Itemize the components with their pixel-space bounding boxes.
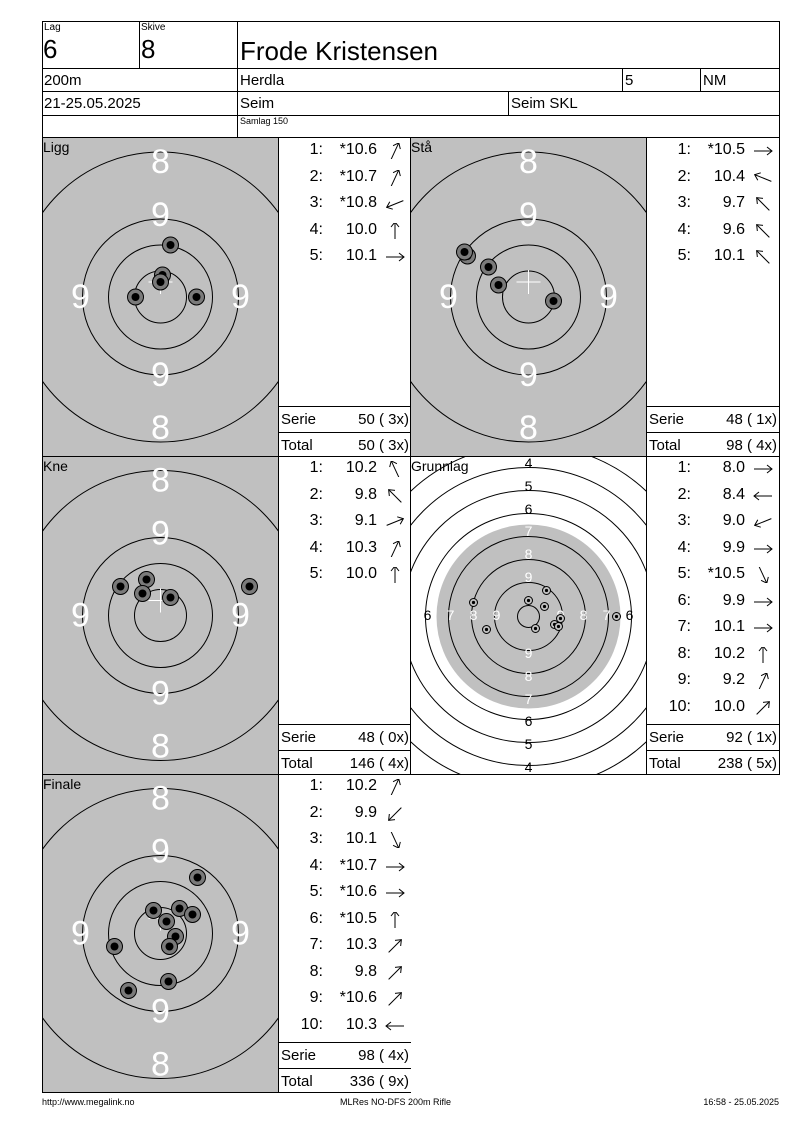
ring-label: 9 xyxy=(151,992,170,1031)
shot-row xyxy=(279,963,409,983)
direction-arrow-icon xyxy=(751,541,775,557)
footer-timestamp: 16:58 - 25.05.2025 xyxy=(703,1097,779,1107)
ring-label: 9 xyxy=(492,607,501,624)
ring-label: 9 xyxy=(71,277,90,316)
shot-number: 5: xyxy=(309,883,323,900)
ring-label: 9 xyxy=(524,645,533,662)
ring-label: 9 xyxy=(519,355,538,394)
total-row-value: 98 ( 4x) xyxy=(726,437,777,454)
shot-value: *10.5 xyxy=(339,909,377,927)
ring-label: 6 xyxy=(625,607,634,624)
total-row-label: Total xyxy=(649,755,681,772)
target-main xyxy=(43,138,278,456)
ring-label: 8 xyxy=(151,727,170,766)
ring-label: 4 xyxy=(524,759,533,774)
ring-label: 9 xyxy=(71,914,90,953)
serie-row-label: Serie xyxy=(281,411,317,428)
shot-row xyxy=(279,512,409,532)
shot-number: 8: xyxy=(309,962,323,980)
shot-value: 10.2 xyxy=(713,644,745,662)
shot-value: *10.5 xyxy=(707,141,745,158)
ring-label: 8 xyxy=(151,461,170,500)
shot-number: 9: xyxy=(677,671,691,688)
direction-arrow-icon xyxy=(383,938,407,954)
shot-value: 10.1 xyxy=(345,830,377,847)
direction-arrow-icon xyxy=(383,514,407,530)
total-row xyxy=(279,432,411,457)
shot-hole-center xyxy=(527,599,530,602)
ring-label: 9 xyxy=(151,355,170,394)
direction-arrow-icon xyxy=(383,779,407,795)
shot-number: 8: xyxy=(677,644,691,662)
shot-value: 10.0 xyxy=(345,220,377,238)
shot-value: 9.6 xyxy=(722,220,745,238)
direction-arrow-icon xyxy=(383,567,407,583)
shot-value: 10.1 xyxy=(345,247,377,264)
direction-arrow-icon xyxy=(383,885,407,901)
shot-row xyxy=(279,989,409,1009)
ring-label: 7 xyxy=(602,607,611,624)
footer-url[interactable]: http://www.megalink.no xyxy=(42,1097,135,1107)
direction-arrow-icon xyxy=(751,461,775,477)
ring-label: 9 xyxy=(524,569,533,586)
club-full: Seim SKL xyxy=(511,95,578,112)
shot-row xyxy=(647,141,777,161)
shot-hole-center xyxy=(246,583,254,591)
shot-hole-center xyxy=(157,278,165,286)
direction-arrow-icon xyxy=(751,249,775,265)
shot-hole-center xyxy=(543,605,546,608)
direction-arrow-icon xyxy=(751,196,775,212)
ring-label: 8 xyxy=(151,1045,170,1084)
shot-row xyxy=(279,539,409,559)
ring-label: 9 xyxy=(599,277,618,316)
shot-number: 4: xyxy=(309,538,323,556)
ring-label: 9 xyxy=(231,277,250,316)
shot-number: 4: xyxy=(309,220,323,238)
direction-arrow-icon xyxy=(751,647,775,663)
shot-number: 2: xyxy=(309,167,323,185)
panel-title: Kne xyxy=(43,458,68,474)
shot-row xyxy=(279,194,409,214)
ring-label: 8 xyxy=(519,142,538,181)
shot-hole-center xyxy=(165,978,173,986)
footer-software: MLRes NO-DFS 200m Rifle xyxy=(340,1097,452,1107)
ring-label: 8 xyxy=(524,546,533,563)
shot-value: 9.8 xyxy=(354,962,377,980)
total-row-label: Total xyxy=(281,1073,313,1090)
ring-label: 7 xyxy=(446,607,455,624)
total-row-value: 50 ( 3x) xyxy=(358,437,409,454)
direction-arrow-icon xyxy=(383,196,407,212)
direction-arrow-icon xyxy=(383,991,407,1007)
shot-value: 8.0 xyxy=(722,459,745,476)
ring-label: 7 xyxy=(524,691,533,708)
serie-row xyxy=(647,724,779,749)
shot-number: 3: xyxy=(309,512,323,529)
direction-arrow-icon xyxy=(383,1018,407,1034)
shot-hole-center xyxy=(132,293,140,301)
serie-row-label: Serie xyxy=(281,1047,317,1064)
serie-row-value: 92 ( 1x) xyxy=(726,729,777,746)
total-row xyxy=(647,432,779,457)
serie-row-value: 48 ( 1x) xyxy=(726,411,777,428)
panel-title: Finale xyxy=(43,776,82,792)
shot-value: *10.7 xyxy=(339,856,377,874)
direction-arrow-icon xyxy=(751,594,775,610)
shot-hole-center xyxy=(545,589,548,592)
shot-number: 3: xyxy=(309,194,323,211)
total-row xyxy=(279,750,411,775)
shot-row xyxy=(647,194,777,214)
direction-arrow-icon xyxy=(383,461,407,477)
shot-number: 4: xyxy=(309,856,323,874)
shot-row xyxy=(279,804,409,824)
shot-value: 10.3 xyxy=(345,936,377,953)
ring-label: 9 xyxy=(151,832,170,871)
shot-value: 9.9 xyxy=(354,803,377,821)
ring-label: 8 xyxy=(151,779,170,818)
shot-hole-center xyxy=(461,248,469,256)
shot-hole-center xyxy=(557,625,560,628)
shot-hole-center xyxy=(559,617,562,620)
target-main xyxy=(43,457,278,774)
shot-row xyxy=(279,883,409,903)
shot-hole-center xyxy=(143,576,151,584)
lag-value: 6 xyxy=(43,34,58,64)
shot-number: 1: xyxy=(309,777,323,794)
shot-row xyxy=(279,936,409,956)
shot-value: *10.5 xyxy=(707,565,745,582)
shot-row xyxy=(279,1016,409,1036)
shot-number: 10: xyxy=(300,1015,323,1033)
shot-row xyxy=(279,247,409,267)
direction-arrow-icon xyxy=(383,806,407,822)
shot-number: 2: xyxy=(309,485,323,503)
direction-arrow-icon xyxy=(383,541,407,557)
shot-number: 5: xyxy=(309,247,323,264)
class-number: 5 xyxy=(625,72,634,89)
shot-value: *10.6 xyxy=(339,883,377,900)
shot-value: 9.9 xyxy=(722,591,745,609)
ring-label: 6 xyxy=(423,607,432,624)
ring-label: 7 xyxy=(524,523,533,540)
serie-row xyxy=(279,406,411,431)
shot-value: 10.3 xyxy=(345,538,377,556)
target-grunnlag xyxy=(411,457,646,774)
shot-value: 10.3 xyxy=(345,1015,377,1033)
ring-label: 8 xyxy=(524,668,533,685)
shot-number: 1: xyxy=(309,141,323,158)
shot-row xyxy=(279,910,409,930)
target-main xyxy=(411,138,646,456)
shot-value: 9.2 xyxy=(722,671,745,688)
shot-row xyxy=(647,486,777,506)
panel-title: Grunnlag xyxy=(411,458,469,474)
shot-row xyxy=(279,168,409,188)
shot-number: 3: xyxy=(309,830,323,847)
skive-label: Skive xyxy=(141,22,166,33)
distance: 200m xyxy=(44,72,82,89)
direction-arrow-icon xyxy=(383,832,407,848)
direction-arrow-icon xyxy=(751,488,775,504)
shot-value: *10.6 xyxy=(339,989,377,1006)
shot-hole-center xyxy=(615,615,618,618)
direction-arrow-icon xyxy=(383,488,407,504)
target-main xyxy=(43,775,278,1092)
shot-hole-center xyxy=(194,874,202,882)
shot-row xyxy=(279,486,409,506)
serie-row-label: Serie xyxy=(281,729,317,746)
shot-row xyxy=(647,565,777,585)
ring-label: 8 xyxy=(151,142,170,181)
serie-row-value: 48 ( 0x) xyxy=(358,729,409,746)
shot-hole-center xyxy=(167,594,175,602)
shot-number: 9: xyxy=(309,989,323,1006)
total-row-label: Total xyxy=(649,437,681,454)
ring-label: 9 xyxy=(231,596,250,635)
shot-value: 9.8 xyxy=(354,485,377,503)
shot-hole-center xyxy=(150,907,158,915)
serie-row-value: 50 ( 3x) xyxy=(358,411,409,428)
shot-value: *10.8 xyxy=(339,194,377,211)
date: 21-25.05.2025 xyxy=(44,95,141,112)
shot-value: 9.0 xyxy=(722,512,745,529)
shot-value: 10.0 xyxy=(713,697,745,715)
direction-arrow-icon xyxy=(751,514,775,530)
direction-arrow-icon xyxy=(383,859,407,875)
ring-label: 9 xyxy=(231,914,250,953)
shot-row xyxy=(279,221,409,241)
shot-value: 8.4 xyxy=(722,485,745,503)
shot-number: 7: xyxy=(309,936,323,953)
competition-code: NM xyxy=(703,72,727,89)
shot-hole-center xyxy=(111,943,119,951)
shot-number: 1: xyxy=(309,459,323,476)
direction-arrow-icon xyxy=(751,143,775,159)
shot-row xyxy=(647,698,777,718)
shot-hole-center xyxy=(193,293,201,301)
total-row-label: Total xyxy=(281,755,313,772)
shot-number: 4: xyxy=(677,538,691,556)
shot-row xyxy=(279,459,409,479)
shot-value: 9.1 xyxy=(354,512,377,529)
direction-arrow-icon xyxy=(751,170,775,186)
panel-title: Ligg xyxy=(43,139,70,155)
serie-row-label: Serie xyxy=(649,411,685,428)
shot-row xyxy=(647,671,777,691)
ring-label: 8 xyxy=(579,607,588,624)
shot-number: 6: xyxy=(677,591,691,609)
direction-arrow-icon xyxy=(751,620,775,636)
shot-hole-center xyxy=(534,627,537,630)
shot-hole-center xyxy=(485,263,493,271)
shot-number: 2: xyxy=(309,803,323,821)
shot-row xyxy=(647,247,777,267)
direction-arrow-icon xyxy=(751,567,775,583)
ring-label: 9 xyxy=(519,195,538,234)
direction-arrow-icon xyxy=(751,700,775,716)
serie-row xyxy=(279,724,411,749)
ring-label: 6 xyxy=(524,501,533,518)
total-row xyxy=(279,1068,411,1093)
ring-label: 9 xyxy=(439,277,458,316)
shot-row xyxy=(647,512,777,532)
shooter-name: Frode Kristensen xyxy=(240,36,438,66)
ring-label: 8 xyxy=(469,607,478,624)
serie-row-value: 98 ( 4x) xyxy=(358,1047,409,1064)
shot-hole-center xyxy=(550,297,558,305)
ring-label: 6 xyxy=(524,713,533,730)
shot-value: *10.6 xyxy=(339,141,377,158)
direction-arrow-icon xyxy=(751,673,775,689)
ring-label: 5 xyxy=(524,736,533,753)
shot-number: 6: xyxy=(309,909,323,927)
total-row-value: 336 ( 9x) xyxy=(349,1073,409,1090)
direction-arrow-icon xyxy=(383,143,407,159)
shot-value: 10.1 xyxy=(713,247,745,264)
direction-arrow-icon xyxy=(751,223,775,239)
shot-number: 3: xyxy=(677,194,691,211)
shot-hole-center xyxy=(495,281,503,289)
shot-number: 4: xyxy=(677,220,691,238)
direction-arrow-icon xyxy=(383,912,407,928)
shot-hole-center xyxy=(189,911,197,919)
shot-hole-center xyxy=(117,583,125,591)
shot-row xyxy=(279,777,409,797)
shot-hole-center xyxy=(125,987,133,995)
shot-row xyxy=(279,857,409,877)
shot-value: 9.9 xyxy=(722,538,745,556)
samlag: Samlag 150 xyxy=(240,116,289,126)
shot-value: 10.2 xyxy=(345,777,377,794)
shot-row xyxy=(279,565,409,585)
direction-arrow-icon xyxy=(383,223,407,239)
ring-label: 4 xyxy=(524,457,533,472)
shot-hole-center xyxy=(167,241,175,249)
shot-row xyxy=(647,645,777,665)
serie-row xyxy=(647,406,779,431)
club: Seim xyxy=(240,95,275,112)
panel-title: Stå xyxy=(411,139,433,155)
shot-number: 5: xyxy=(677,565,691,582)
total-row-value: 238 ( 5x) xyxy=(717,755,777,772)
ring-label: 9 xyxy=(151,195,170,234)
shot-row xyxy=(647,592,777,612)
shot-number: 5: xyxy=(677,247,691,264)
ring-label: 8 xyxy=(519,408,538,447)
shot-hole-center xyxy=(163,918,171,926)
shot-hole-center xyxy=(176,905,184,913)
shot-hole-center xyxy=(139,590,147,598)
direction-arrow-icon xyxy=(383,170,407,186)
shot-value: 10.0 xyxy=(345,565,377,582)
shot-hole-center xyxy=(166,943,174,951)
shot-value: 10.4 xyxy=(713,167,745,185)
serie-row xyxy=(279,1042,411,1067)
total-row-label: Total xyxy=(281,437,313,454)
shot-row xyxy=(279,830,409,850)
lag-label: Lag xyxy=(44,22,61,33)
shot-number: 1: xyxy=(677,459,691,476)
direction-arrow-icon xyxy=(383,249,407,265)
shot-number: 2: xyxy=(677,167,691,185)
shot-row xyxy=(647,168,777,188)
shot-number: 3: xyxy=(677,512,691,529)
shot-number: 2: xyxy=(677,485,691,503)
shot-row xyxy=(647,459,777,479)
shot-number: 10: xyxy=(668,697,691,715)
ring-label: 9 xyxy=(151,674,170,713)
shot-row xyxy=(647,221,777,241)
shot-hole-center xyxy=(485,628,488,631)
ring-label: 5 xyxy=(524,478,533,495)
shot-row xyxy=(647,618,777,638)
total-row xyxy=(647,750,779,775)
ring-label: 8 xyxy=(151,408,170,447)
total-row-value: 146 ( 4x) xyxy=(349,755,409,772)
shot-value: 10.1 xyxy=(713,618,745,635)
serie-row-label: Serie xyxy=(649,729,685,746)
range-name: Herdla xyxy=(240,72,285,89)
shot-number: 1: xyxy=(677,141,691,158)
shot-value: *10.7 xyxy=(339,167,377,185)
ring-label: 9 xyxy=(71,596,90,635)
shot-row xyxy=(647,539,777,559)
shot-number: 5: xyxy=(309,565,323,582)
shot-row xyxy=(279,141,409,161)
ring-label: 9 xyxy=(151,514,170,553)
shot-number: 7: xyxy=(677,618,691,635)
skive-value: 8 xyxy=(141,34,156,64)
shot-value: 10.2 xyxy=(345,459,377,476)
direction-arrow-icon xyxy=(383,965,407,981)
shot-hole-center xyxy=(472,601,475,604)
shot-value: 9.7 xyxy=(722,194,745,211)
